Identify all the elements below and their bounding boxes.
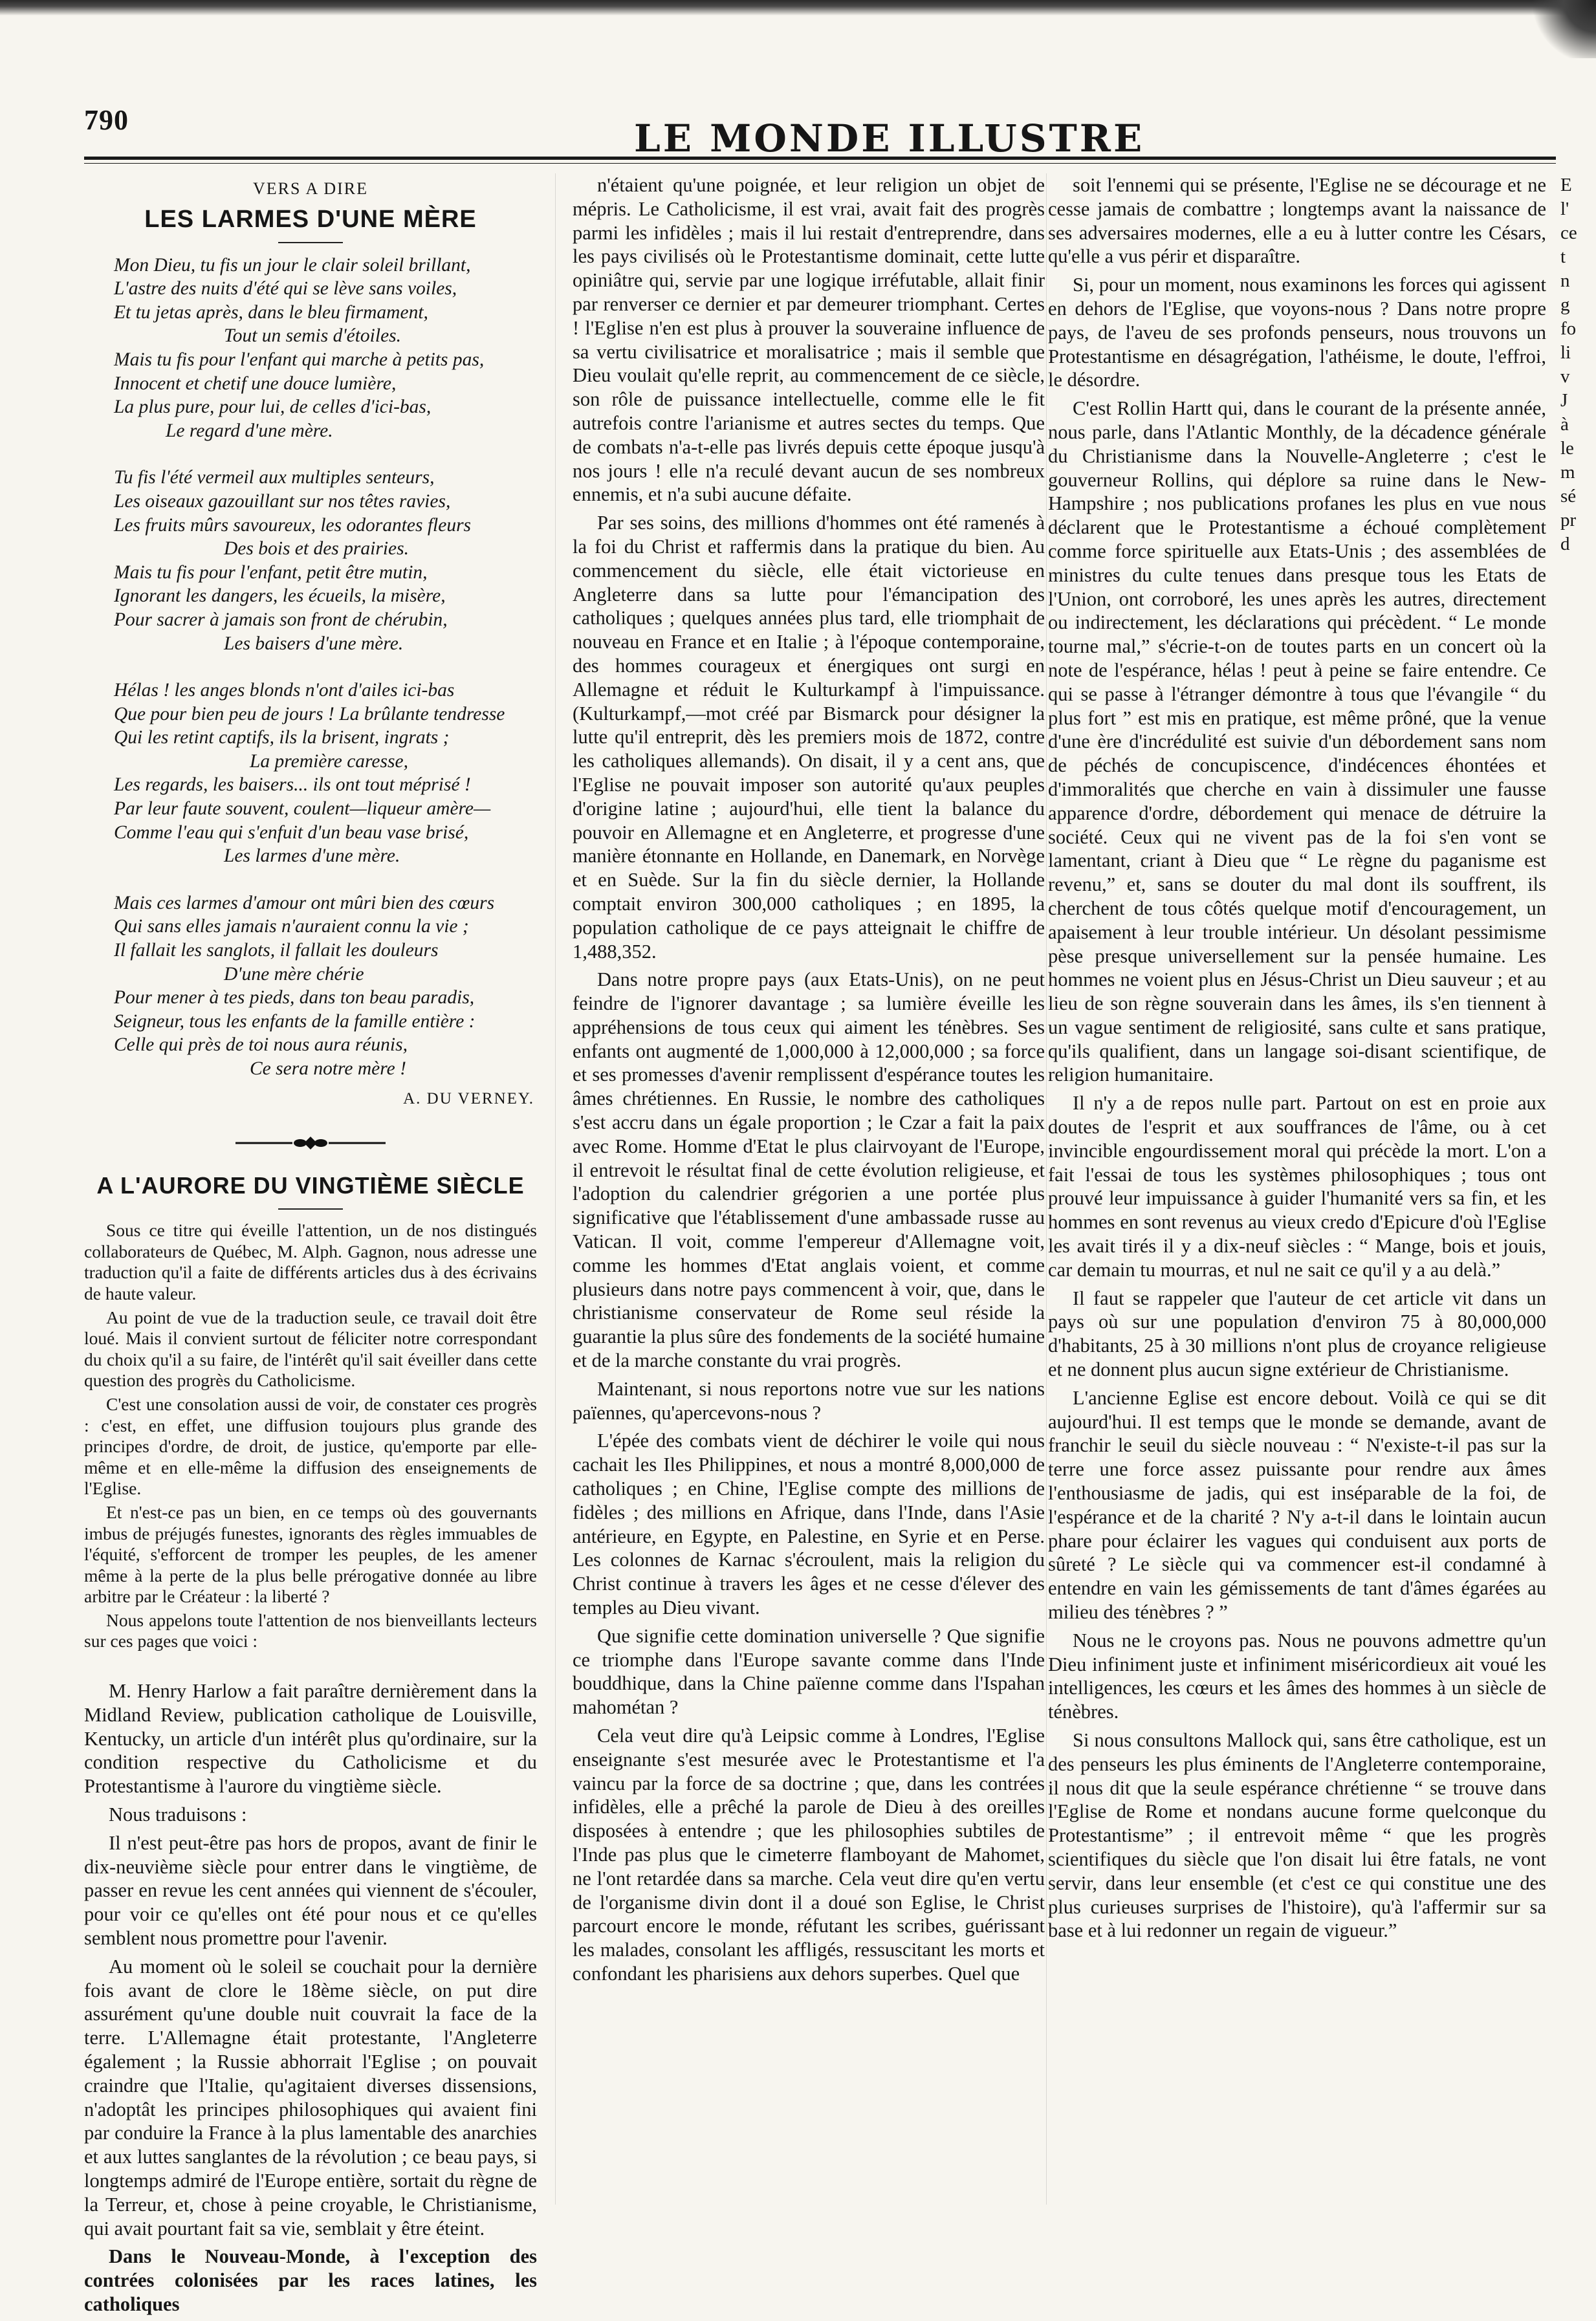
poem-line: Mais ces larmes d'amour ont mûri bien des cœurs bbox=[114, 892, 495, 913]
poem-line: Innocent et chetif une douce lumière, bbox=[114, 373, 397, 394]
poem-line: Tout un semis d'étoiles. bbox=[224, 325, 402, 347]
poem-stanza bbox=[114, 679, 537, 868]
paragraph: Nous ne le croyons pas. Nous ne pouvons admettre qu'un Dieu infiniment juste et infiniment miséricordieux ait voué les intelligences, les cœurs et les âmes des hommes à un siècle de ténèbres. bbox=[1048, 1629, 1546, 1723]
poem-line: L'astre des nuits d'été qui se lève sans voiles, bbox=[114, 278, 457, 300]
poem-line: Les regards, les baisers... ils ont tout méprisé ! bbox=[114, 774, 471, 796]
paragraph: Au point de vue de la traduction seule, ce travail doit être loué. Mais il convient surtout de féliciter notre correspondant du choix qu'il a su faire, de l'intérêt qu'il sait éveiller dans cette question des progrès du Catholicisme. bbox=[84, 1307, 537, 1391]
poem-line: Les larmes d'une mère. bbox=[224, 845, 400, 867]
paragraph: soit l'ennemi qui se présente, l'Eglise ne se décourage et ne cesse jamais de combattre ; longtemps avant la naissance de ses adversaires modernes, elle a eu à lutter contre les Césars, qu'elle a vus périr et disparaître. bbox=[1048, 174, 1546, 268]
fragment-line: ce bbox=[1560, 223, 1577, 243]
paragraph: Dans le Nouveau-Monde, à l'exception des contrées colonisées par les races latines, les catholiques bbox=[84, 2245, 537, 2315]
paragraph: C'est Rollin Hartt qui, dans le courant de la présente année, nous parle, dans l'Atlantic Monthly, de la décadence générale du Christianisme dans la Nouvelle-Angleterre ; c'est le gouverneur Rollins, qui déplore sa ruine dans le New-Hampshire ; nos publications profanes les plus en vue nous déclarent que le Protestantisme a échoué complètement comme force spirituelle aux Etats-Unis ; des assemblées de ministres du culte tenues dans presque tous les Etats de l'Union, ont corroboré, les unes après les autres, directement ou indirectement, les déclarations qui précèdent. “ Le monde tourne mal,” s'écrie-t-on de toutes parts en un concert où la note de l'espérance, hélas ! peut à peine se faire entendre. Ce qui se passe à l'étranger démontre à tous que l'évangile “ du plus fort ” est mis en pratique, est même prôné, que la venue d'une ère d'incrédulité est suivie d'un débordement sans nom de péchés de concupiscence, d'indécences éhontées et d'immoralités que cherche en vain à dissimuler une fausse apparence d'ordre, débordement qui menace de détruire la société. Ceux qui ne vivent pas de la foi s'en vont se lamentant, criant à Dieu que “ Le règne du paganisme est revenu,” et, sans se douter du mal dont ils souffrent, ils cherchent de tous côtés quelque motif d'encouragement, un apaisement à leur trouble intérieur. Un désolant pessimisme pèse presque universellement sur la pensée humaine. Les hommes ne voient plus en Jésus-Christ un Dieu sauveur ; et au lieu de son règne souverain dans les âmes, ils s'en tiennent à un vague sentiment de religiosité, sans culte et sans pratique, qu'ils qualifient, dans un langage soi-disant scientifique, de religion humanitaire. bbox=[1048, 397, 1546, 1086]
fragment-line: pr bbox=[1560, 510, 1577, 530]
paragraph: Si nous consultons Mallock qui, sans être catholique, est un des penseurs les plus éminents de l'Angleterre contemporaine, il nous dit que la seule espérance chrétienne “ se trouve dans l'Eglise de Rome et nondans aucune forme quelconque du Protestantisme” ; il entrevoit même “ que les progrès scientifiques du siècle que l'on disait lui être fatals, ne vont servir, dans leur ensemble (et c'est ce qui constitue une des plus curieuses surprises de l'histoire), qu'à l'affermir sur sa base et à lui redonner un regain de vigueur.” bbox=[1048, 1729, 1546, 1942]
poem-line: Pour mener à tes pieds, dans ton beau paradis, bbox=[114, 987, 475, 1008]
fragment-line: g bbox=[1560, 294, 1570, 315]
article-title: A L'AURORE DU VINGTIÈME SIÈCLE bbox=[96, 1172, 525, 1199]
poem-line: Ignorant les dangers, les écueils, la misère, bbox=[114, 585, 446, 607]
poem-line: Qui sans elles jamais n'auraient connu la vie ; bbox=[114, 916, 469, 937]
poem-line: Qui les retint captifs, ils la brisent, ingrats ; bbox=[114, 727, 450, 748]
poem-title: LES LARMES D'UNE MÈRE bbox=[144, 205, 477, 233]
fragment-line: li bbox=[1560, 342, 1571, 363]
ornament-divider bbox=[233, 1135, 388, 1151]
poem-line: D'une mère chérie bbox=[224, 963, 364, 985]
poem-line: Pour sacrer à jamais son front de chérubin, bbox=[114, 609, 448, 630]
fragment-line: n bbox=[1560, 270, 1570, 291]
column-divider bbox=[1046, 173, 1047, 2205]
fragment-line: E bbox=[1560, 175, 1572, 195]
fragment-line: fo bbox=[1560, 318, 1577, 339]
poem-stanza bbox=[114, 254, 537, 443]
fragment-line: l' bbox=[1560, 199, 1569, 219]
fragment-line: m bbox=[1560, 462, 1575, 483]
page-number: 790 bbox=[84, 104, 129, 136]
poem-line: Que pour bien peu de jours ! La brûlante tendresse bbox=[114, 703, 505, 725]
section-gap bbox=[84, 1655, 537, 1679]
column-3 bbox=[1048, 173, 1546, 1947]
poem-line: Le regard d'une mère. bbox=[166, 420, 333, 441]
poem-line: Hélas ! les anges blonds n'ont d'ailes ici-bas bbox=[114, 680, 455, 701]
poem-line: Mon Dieu, tu fis un jour le clair soleil brillant, bbox=[114, 254, 471, 276]
fragment-line: sé bbox=[1560, 486, 1577, 507]
poem-stanza bbox=[114, 891, 537, 1081]
paragraph: L'épée des combats vient de déchirer le voile qui nous cachait les Iles Philippines, et nous a montré 8,000,000 de catholiques ; en Chine, l'Eglise compte des millions de fidèles ; des millions en Afrique, dans l'Inde, dans l'Asie antérieure, en Egypte, en Palestine, en Syrie et en Perse. Les colonnes de Karnac s'écroulent, mais la religion du Christ continue à travers les âges et ne cesse d'élever des temples au Dieu vivant. bbox=[573, 1430, 1045, 1619]
paragraph: Nous traduisons : bbox=[109, 1803, 247, 1826]
fragment-line: d bbox=[1560, 534, 1570, 554]
poem-line: Les fruits mûrs savoureux, les odorantes fleurs bbox=[114, 514, 472, 536]
header-rule-thick bbox=[84, 157, 1556, 160]
fragment-line: t bbox=[1560, 246, 1566, 267]
paragraph: M. Henry Harlow a fait paraître dernièrement dans la Midland Review, publication catholique de Louisville, Kentucky, un article d'un intérêt plus qu'ordinaire, sur la condition respective du Catholicisme et du Protestantisme à l'aurore du vingtième siècle. bbox=[84, 1680, 537, 1798]
paragraph: Par ses soins, des millions d'hommes ont été ramenés à la foi du Christ et raffermis dans la pratique du bien. Au commencement du siècle, elle était victorieuse en Angleterre dans sa lutte pour l'émancipation des catholiques ; quelques années plus tard, elle triomphait de nouveau en France et en Italie ; à l'époque contemporaine, des hommes courageux et énergiques ont surgi en Allemagne et réduit le Kulturkampf à l'impuissance. (Kulturkampf,—mot créé par Bismarck pour désigner la lutte qu'il entreprit, dès les premiers mois de 1872, contre les catholiques allemands). On disait, il y a cent ans, que l'Eglise ne pouvait imposer son autorité qu'aux peuples d'origine latine ; aujourd'hui, elle tient la balance du pouvoir en Allemagne et en Angleterre, et progresse d'une manière étonnante en Hollande, en Danemark, en Norvège et en Suède. Sur la fin du siècle dernier, la Hollande comptait environ 300,000 catholiques ; en 1895, la population catholique de ce pays atteignait le chiffre de 1,488,352. bbox=[573, 512, 1045, 963]
poem-signature: A. DU VERNEY. bbox=[403, 1089, 534, 1107]
poem-line: Mais tu fis pour l'enfant, petit être mutin, bbox=[114, 561, 428, 583]
poem-line: Mais tu fis pour l'enfant qui marche à petits pas, bbox=[114, 349, 485, 370]
poem-line: Comme l'eau qui s'enfuit d'un beau vase brisé, bbox=[114, 822, 469, 843]
article-body-col1 bbox=[84, 1679, 537, 2316]
title-rule bbox=[278, 1208, 343, 1210]
poem-line: Seigneur, tous les enfants de la famille entière : bbox=[114, 1010, 476, 1032]
paragraph: Dans notre propre pays (aux Etats-Unis), on ne peut feindre de l'ignorer davantage ; sa lumière éveille les appréhensions de tous ceux qui aiment les ténèbres. Ses enfants ont augmenté de 1,000,000 à 12,000,000 ; sa force et ses promesses d'avenir remplissent d'espérance toutes les âmes chrétiennes. En Russie, le nombre des catholiques s'est accru dans un égale proportion ; le Czar a fait la paix avec Rome. Homme d'Etat le plus clairvoyant de l'Europe, il entrevoit le résultat final de cette évolution religieuse, et l'adoption du calendrier grégorien a une portée plus significative que l'établissement d'une ambassade russe au Vatican. Il voit, comme l'empereur d'Allemagne voit, comme les hommes d'Etat anglais voient, et comme plusieurs dans notre pays commencent à voir, que, dans le christianisme conservateur de Rome seul réside la guarantie la plus sûre des fondements de la société humaine et de la marche constante du vrai progrès. bbox=[573, 968, 1045, 1372]
column-1 bbox=[84, 173, 537, 2321]
paragraph: Sous ce titre qui éveille l'attention, un de nos distingués collaborateurs de Québec, M. Alph. Gagnon, nous adresse une traduction qu'il a faite de différents articles dus à des écrivains de haute valeur. bbox=[84, 1220, 537, 1303]
paragraph: L'ancienne Eglise est encore debout. Voilà ce qui se dit aujourd'hui. Il est temps que le monde se demande, avant de franchir le seuil du siècle nouveau : “ N'existe-t-il pas sur la terre une force assez puissante pour rendre aux âmes l'enthousiasme de jadis, qui est inséparable de la foi, de l'espérance et de la charité ? N'y a-t-il dans le lointain aucun phare pour éclairer les vagues qui conduisent aux ports de sûreté ? Le siècle qui va commencer est-il condamné à entendre en vain les gémissements de tant d'âmes égarées au milieu des ténèbres ? ” bbox=[1048, 1386, 1546, 1624]
paragraph: Si, pour un moment, nous examinons les forces qui agissent en dehors de l'Eglise, que voyons-nous ? Dans notre propre pays, de l'aveu de ses profonds penseurs, nous trouvons un Protestantisme en désagrégation, l'athéisme, le doute, l'effroi, le désordre. bbox=[1048, 274, 1546, 391]
paragraph: Cela veut dire qu'à Leipsic comme à Londres, l'Eglise enseignante s'est mesurée avec le Protestantisme et l'a vaincu par la force de sa doctrine ; que, dans les contrées infidèles, elle a prêché la parole de Dieu à des oreilles disposées à entendre ; que les philosophies subtiles de l'Inde pas plus que le cimeterre flamboyant de Mahomet, ne l'ont retardée dans sa marche. Cela veut dire qu'en vertu de l'organisme divin dont il a doué son Eglise, le Christ parcourt encore le monde, réfutant les scribes, guérissant les malades, consolant les affligés, ressuscitant les morts et confondant les pharisiens aux dehors superbes. Quel que bbox=[573, 1725, 1045, 1985]
column-divider bbox=[555, 173, 556, 2205]
poem-body bbox=[84, 254, 537, 1081]
paragraph: Au moment où le soleil se couchait pour la dernière fois avant de clore le 18ème siècle, on put dire assurément qu'une double nuit couvrait la face de la terre. L'Allemagne était protestante, l'Angleterre également ; la Russie abhorrait l'Eglise ; on pouvait craindre que l'Italie, qu'agitaient diverses dissensions, n'adoptât les principes philosophiques qui avaient fini par conduire la France à la plus lamentable des anarchies et aux luttes sanglantes de la révolution ; ce beau pays, si longtemps admiré de l'Europe entière, sortait du règne de la Terreur, et, chose à peine croyable, le Christianisme, qui avait pourtant fait sa vie, semblait y être éteint. bbox=[84, 1955, 537, 2239]
masthead: LE MONDE ILLUSTRE bbox=[634, 116, 1145, 160]
paragraph: Que signifie cette domination universelle ? Que signifie ce triomphe dans l'Europe savante comme dans l'Inde bouddhique, dans la Chine païenne comme dans l'Ispahan mahométan ? bbox=[573, 1624, 1045, 1719]
poem-line: Des bois et des prairies. bbox=[224, 538, 409, 560]
paragraph: n'étaient qu'une poignée, et leur religion un objet de mépris. Le Catholicisme, il est vrai, avait fait des progrès parmi les infidèles ; mais il lui restait d'entreprendre, dans les pays civilisés où le Protestantisme dominait, cette lutte opiniâtre qui, servie par une logique irréfutable, allait finir par renverser ce dernier et par demeurer triomphant. Certes ! l'Eglise n'en est plus à prouver la souveraine influence de sa vertu civilisatrice et moralisatrice ; mais il semble que Dieu voulait qu'elle reprit, au commencement de ce siècle, son rôle de puissance intellectuelle, comme elle le fit autrefois contre l'arianisme et autres sectes du temps. Que de combats n'a-t-elle pas livrés depuis cette époque jusqu'à nos jours ! elle n'a reculé devant aucun de ses nombreux ennemis, et n'a subi aucune défaite. bbox=[573, 174, 1045, 506]
paragraph: C'est une consolation aussi de voir, de constater ces progrès : c'est, en effet, une diffusion toujours plus grande des principes d'ordre, de droit, de justice, qu'emporte par elle-même et en elle-même la diffusion des enseignements de l'Eglise. bbox=[84, 1393, 537, 1499]
paragraph: Maintenant, si nous reportons notre vue sur les nations païennes, qu'apercevons-nous ? bbox=[573, 1377, 1045, 1424]
scan-top-edge bbox=[0, 0, 1596, 16]
poem-line: Celle qui près de toi nous aura réunis, bbox=[114, 1034, 408, 1056]
paragraph: Il n'y a de repos nulle part. Partout on est en proie aux doutes de l'esprit et aux souffrances de l'âme, ou à cet invincible engourdissement moral qui précède la mort. L'on a fait l'essai de tous les systèmes philosophiques ; tous ont prouvé leur impuissance à guider l'humanité vers sa fin, et les hommes en sont revenus au vieux credo d'Epicure d'où l'Eglise les avait tirés il y a dix-neuf siècles : “ Mange, bois et jouis, car demain tu mourras, et nul ne sait ce qu'il y a au delà.” bbox=[1048, 1092, 1546, 1281]
poem-line: Tu fis l'été vermeil aux multiples senteurs, bbox=[114, 467, 435, 488]
poem-line: La première caresse, bbox=[250, 750, 408, 772]
poem-line: Les baisers d'une mère. bbox=[224, 633, 404, 654]
poem-kicker: VERS A DIRE bbox=[252, 179, 369, 198]
paragraph: Nous appelons toute l'attention de nos bienveillants lecteurs sur ces pages que voici : bbox=[84, 1609, 537, 1651]
fragment-line: J bbox=[1560, 390, 1568, 411]
poem-line: La plus pure, pour lui, de celles d'ici-bas, bbox=[114, 397, 432, 418]
paragraph: Il n'est peut-être pas hors de propos, avant de finir le dix-neuvième siècle pour entrer dans le vingtième, de passer en revue les cent années qui viennent de s'écouler, pour voir ce qu'elles ont été pour nous et ce qu'elles semblent nous promettre pour l'avenir. bbox=[84, 1831, 537, 1950]
poem-line: Les oiseaux gazouillant sur nos têtes ravies, bbox=[114, 490, 451, 512]
paragraph: Il faut se rappeler que l'auteur de cet article vit dans un pays où sur une population d'environ 75 à 80,000,000 d'habitants, 25 à 30 millions n'ont plus de croyance religieuse et ne donnent plus aucun signe extérieur de Christianisme. bbox=[1048, 1287, 1546, 1381]
column-2 bbox=[573, 173, 1045, 1990]
poem-stanza bbox=[114, 466, 537, 655]
poem-line: Par leur faute souvent, coulent—liqueur amère— bbox=[114, 798, 491, 820]
poem-line: Et tu jetas après, dans le bleu firmament, bbox=[114, 301, 428, 323]
header-rule-thin bbox=[84, 163, 1556, 164]
poem-line: Il fallait les sanglots, il fallait les douleurs bbox=[114, 940, 439, 961]
paragraph: Et n'est-ce pas un bien, en ce temps où des gouvernants imbus de préjugés funestes, ignorants des règles immuables de l'équité, s'efforcent de tromper les peuples, de les amener même à la perte de la plus belle prérogative donnée au libre arbitre par le Créateur : la liberté ? bbox=[84, 1501, 537, 1607]
fragment-line: v bbox=[1560, 366, 1570, 387]
adjacent-page-fragment bbox=[1560, 173, 1596, 556]
title-rule bbox=[278, 242, 343, 243]
scan-corner-smudge bbox=[1525, 0, 1596, 58]
article-intro bbox=[84, 1220, 537, 1652]
poem-line: Ce sera notre mère ! bbox=[250, 1058, 406, 1079]
fragment-line: le bbox=[1560, 438, 1574, 459]
fragment-line: à bbox=[1560, 414, 1569, 435]
